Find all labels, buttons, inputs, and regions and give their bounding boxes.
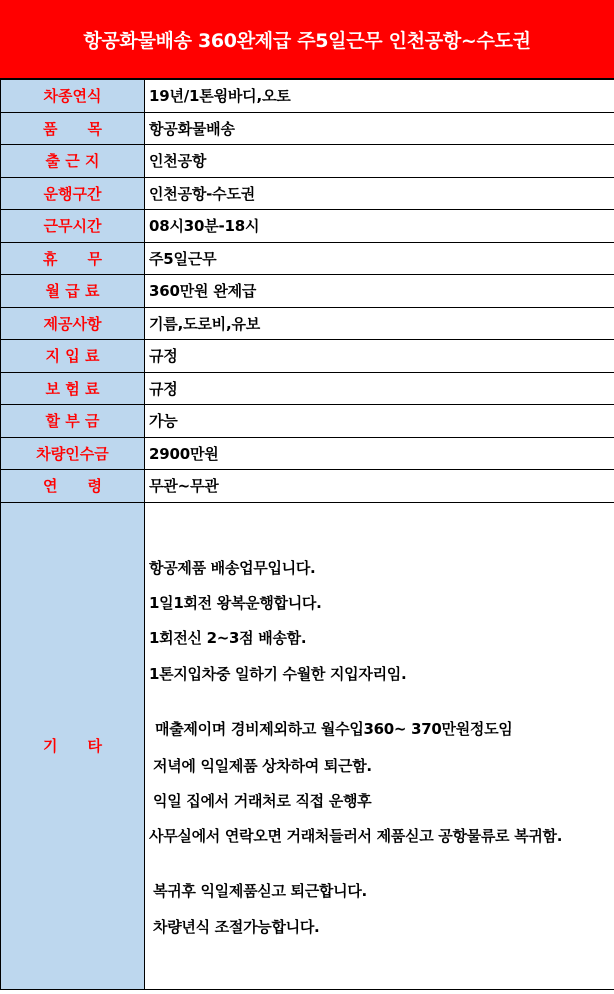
notes-body [145,502,614,989]
row-value: 인천공항 [145,145,614,178]
row-label: 할 부 금 [1,405,145,438]
note-line: 익일 집에서 거래처로 직접 운행후 [153,791,372,810]
row-label: 연 령 [1,470,145,503]
table-row [1,437,614,470]
row-value: 규정 [145,340,614,373]
row-label: 월 급 료 [1,275,145,308]
row-label: 출 근 지 [1,145,145,178]
table-row [1,340,614,373]
row-value: 항공화물배송 [145,112,614,145]
note-line: 저녁에 익일제품 상차하여 퇴근함. [153,756,372,775]
notes-row [1,502,614,989]
row-label: 운행구간 [1,177,145,210]
row-label: 품 목 [1,112,145,145]
row-value: 인천공항-수도권 [145,177,614,210]
table-row [1,372,614,405]
row-label: 휴 무 [1,242,145,275]
note-line: 차량년식 조절가능합니다. [153,917,320,936]
note-line: 복귀후 익일제품싣고 퇴근합니다. [153,881,367,900]
table-row [1,112,614,145]
table-row [1,242,614,275]
table-row [1,470,614,503]
row-label: 근무시간 [1,210,145,243]
table-row [1,405,614,438]
note-line: 사무실에서 연락오면 거래처들러서 제품싣고 공항물류로 복귀함. [149,826,563,845]
row-label: 제공사항 [1,307,145,340]
table-row [1,210,614,243]
table-row [1,80,614,113]
note-line: 항공제품 배송업무입니다. [149,558,316,577]
row-value: 주5일근무 [145,242,614,275]
row-value: 08시30분-18시 [145,210,614,243]
note-line: 1일1회전 왕복운행합니다. [149,593,322,612]
row-value: 19년/1톤윙바디,오토 [145,80,614,113]
row-value: 무관~무관 [145,470,614,503]
row-value: 가능 [145,405,614,438]
spec-table [0,79,614,990]
note-line: 매출제이며 경비제외하고 월수입360~ 370만원정도임 [155,719,513,738]
row-value: 규정 [145,372,614,405]
posting-title: 항공화물배송 360완제급 주5일근무 인천공항~수도권 [0,0,614,79]
table-row [1,275,614,308]
row-label: 지 입 료 [1,340,145,373]
row-label: 보 험 료 [1,372,145,405]
row-value: 2900만원 [145,437,614,470]
table-row [1,145,614,178]
table-row [1,177,614,210]
row-value: 기름,도로비,유보 [145,307,614,340]
note-line: 1회전신 2~3점 배송함. [149,628,307,647]
row-label: 차종연식 [1,80,145,113]
table-row [1,307,614,340]
note-line: 1톤지입차중 일하기 수월한 지입자리임. [149,664,407,683]
row-label: 차량인수금 [1,437,145,470]
row-value: 360만원 완제급 [145,275,614,308]
notes-label: 기 타 [1,502,145,989]
